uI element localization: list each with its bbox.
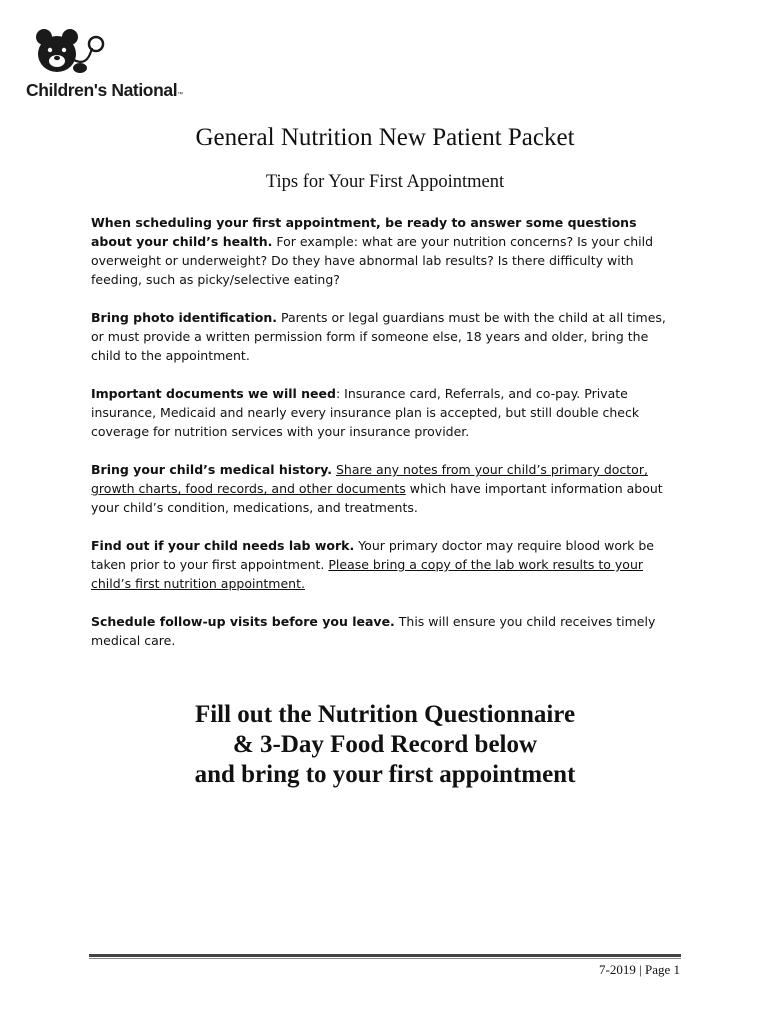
tip-underlined-text: Share any notes from your child’s primary doctor, growth charts, food records, and other documents bbox=[91, 462, 648, 496]
tip-text: which have important information about your child’s condition, medications, and treatments. bbox=[91, 481, 663, 515]
document-subtitle: Tips for Your First Appointment bbox=[265, 172, 505, 192]
tip-scheduling bbox=[91, 213, 681, 289]
tip-lab-work bbox=[91, 536, 681, 593]
tip-follow-up bbox=[91, 612, 681, 650]
tip-text: : Insurance card, Referrals, and co-pay. Private insurance, Medicaid and nearly every insurance plan is accepted, but still double check coverage for nutrition services with your insurance provider. bbox=[91, 386, 640, 439]
tip-heading: Bring photo identification. bbox=[91, 310, 277, 325]
tip-text: Parents or legal guardians must be with the child at all times, or must provide a written permission form if someone else, 18 years and older, bring the child to the appointment. bbox=[91, 310, 666, 363]
tip-photo-id bbox=[91, 308, 681, 365]
tips-body bbox=[91, 213, 681, 669]
tip-text: This will ensure you child receives timely medical care. bbox=[91, 614, 656, 648]
tip-text: For example: what are your nutrition concerns? Is your child overweight or underweight? Do they have abnormal lab results? Is there difficulty with feeding, such as picky/selective eating? bbox=[91, 234, 654, 287]
tip-text: Your primary doctor may require blood work be taken prior to your first appointment. bbox=[91, 538, 654, 572]
tip-heading: Find out if your child needs lab work. bbox=[91, 538, 355, 553]
tip-documents bbox=[91, 384, 681, 441]
cta-line: & 3-Day Food Record below bbox=[232, 731, 538, 758]
logo-wordmark: Children's National™ bbox=[26, 80, 183, 100]
tip-heading: Important documents we will need bbox=[91, 386, 336, 401]
call-to-action bbox=[0, 700, 770, 790]
footer-divider-thin bbox=[89, 958, 681, 959]
tip-heading: When scheduling your first appointment, be ready to answer some questions about your child’s health. bbox=[91, 215, 637, 249]
tip-underlined-text: Please bring a copy of the lab work results to your child’s first nutrition appointment. bbox=[91, 557, 643, 591]
teddy-bear-stethoscope-icon bbox=[30, 28, 110, 80]
tip-heading: Bring your child’s medical history. bbox=[91, 462, 333, 477]
tip-heading: Schedule follow-up visits before you leave. bbox=[91, 614, 395, 629]
cta-line: and bring to your first appointment bbox=[194, 761, 576, 788]
childrens-national-logo bbox=[26, 28, 196, 104]
page-number: 7-2019 | Page 1 bbox=[599, 962, 680, 977]
cta-line: Fill out the Nutrition Questionnaire bbox=[194, 701, 576, 728]
document-title: General Nutrition New Patient Packet bbox=[195, 124, 575, 151]
footer-divider bbox=[89, 954, 681, 957]
tip-medical-history bbox=[91, 460, 681, 517]
